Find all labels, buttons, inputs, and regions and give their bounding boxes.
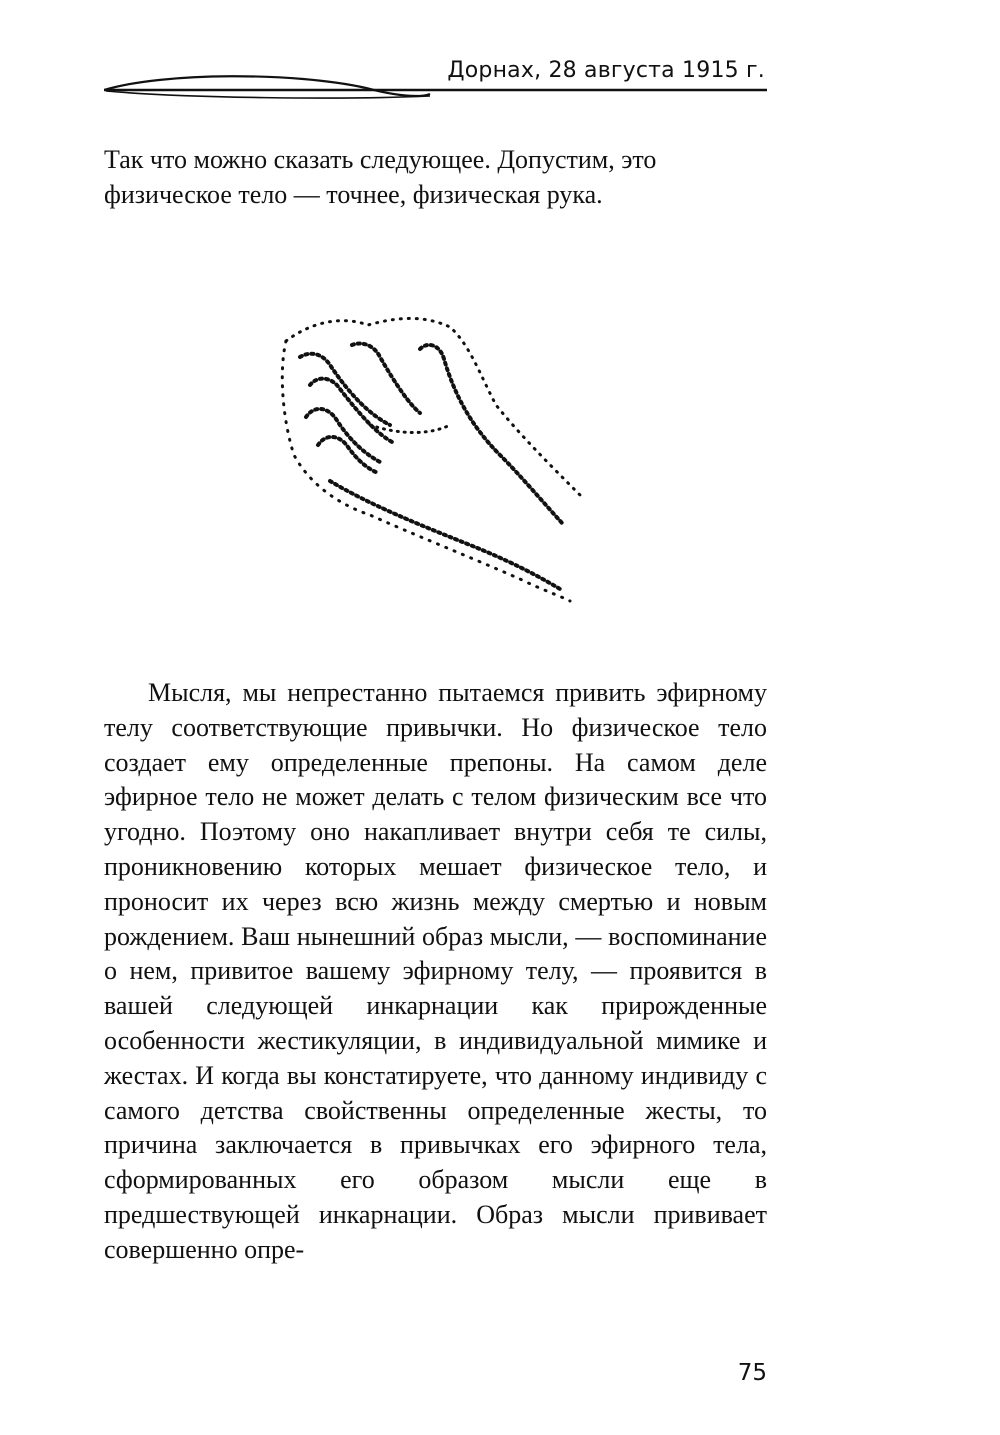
running-head [104, 56, 767, 102]
hand-figure [270, 305, 600, 610]
page-number: 75 [737, 1360, 767, 1386]
dotted-hand-drawing-icon [270, 305, 600, 605]
running-title: Дорнах, 28 августа 1915 г. [447, 58, 765, 83]
intro-paragraph: Так что можно сказать следующее. Допустим, это физическое тело — точнее, физическая рука. [104, 145, 657, 209]
body-paragraph: Мысля, мы непрестанно пытаемся привить эфирному телу соответствующие привычки. Но физическое тело создает ему определенные препоны. На самом деле эфирное тело не может делать с телом физическим все что угодно. Поэтому оно накапливает внутри себя те силы, проникновению которых мешает физическое тело, и проносит их через всю жизнь между смертью и новым рождением. Ваш нынешний образ мысли, — воспоминание о нем, привитое вашему эфирному телу, — проявится в вашей следующей инкарнации как прирожденные особенности жестикуляции, в индивидуальной мимике и жестах. И когда вы констатируете, что данному индивиду с самого детства свойственны определенные жесты, то причина заключается в привычках его эфирного тела, сформированных его образом мысли еще в предшествующей инкарнации. Образ мысли прививает совершенно опре- [104, 678, 767, 1264]
